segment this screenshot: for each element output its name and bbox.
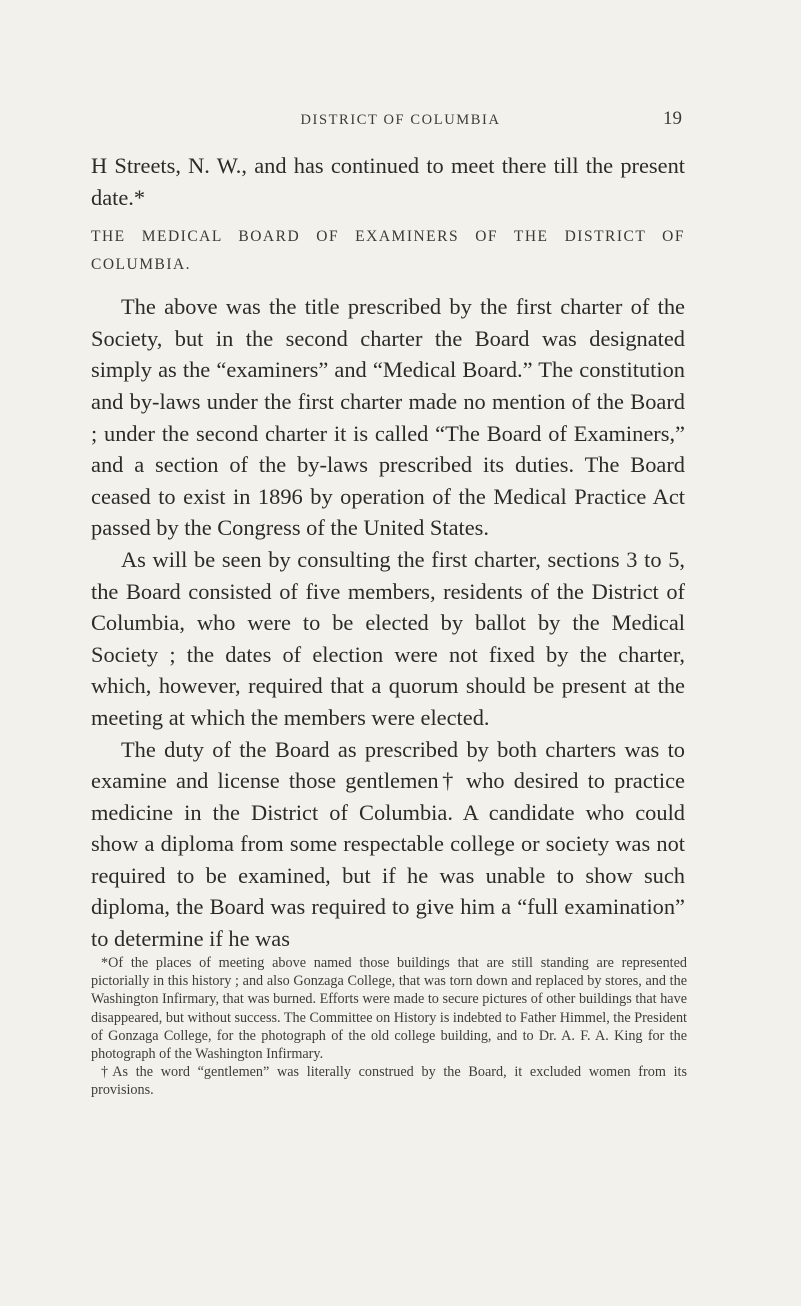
body-text [91, 150, 685, 955]
paragraph-board-members: As will be seen by consulting the first charter, sections 3 to 5, the Board consisted of five members, residents of the District of Columbia, who were to be elected by ballot by the Medical Society ; the dates of election were not fixed by the charter, which, however, required that a quorum should be present at the meeting at which the members were elected. [91, 546, 685, 730]
continued-paragraph: H Streets, N. W., and has continued to meet there till the present date.* [91, 153, 685, 210]
running-head: DISTRICT OF COLUMBIA [300, 112, 501, 128]
footnotes [91, 954, 687, 1100]
paragraph-board-title: The above was the title prescribed by the first charter of the Society, but in the second charter the Board was designated simply as the “examiners” and “Medical Board.” The constitution and by-laws under the first charter made no mention of the Board ; under the second charter it is called “The Board of Examiners,” and a section of the by-laws prescribed its duties. The Board ceased to exist in 1896 by operation of the Medical Practice Act passed by the Congress of the United States. [91, 294, 685, 541]
footnote-dagger: †As the word “gentlemen” was literally construed by the Board, it excluded women from its provisions. [91, 1064, 687, 1099]
page-number: 19 [663, 108, 682, 129]
footnote-asterisk: *Of the places of meeting above named those buildings that are still standing are represented pictorially in this history ; and also Gonzaga College, that was torn down and replaced by stores, and the Washington Infirmary, that was burned. Efforts were made to secure pictures of other buildings that have disappeared, but without success. The Committee on History is indebted to Father Himmel, the President of Gonzaga College, for the photograph of the old college building, and to Dr. A. F. A. King for the photograph of the Washington Infirmary. [91, 955, 687, 1063]
paragraph-board-duty: The duty of the Board as prescribed by both charters was to examine and license those gentlemen† who desired to practice medicine in the District of Columbia. A candidate who could show a diploma from some respectable college or society was not required to be examined, but if he was unable to show such diploma, the Board was required to give him a “full examination” to determine if he was [91, 736, 685, 952]
page-header [0, 108, 801, 134]
section-heading: THE MEDICAL BOARD OF EXAMINERS OF THE DISTRICT OF COLUMBIA. [91, 228, 685, 274]
